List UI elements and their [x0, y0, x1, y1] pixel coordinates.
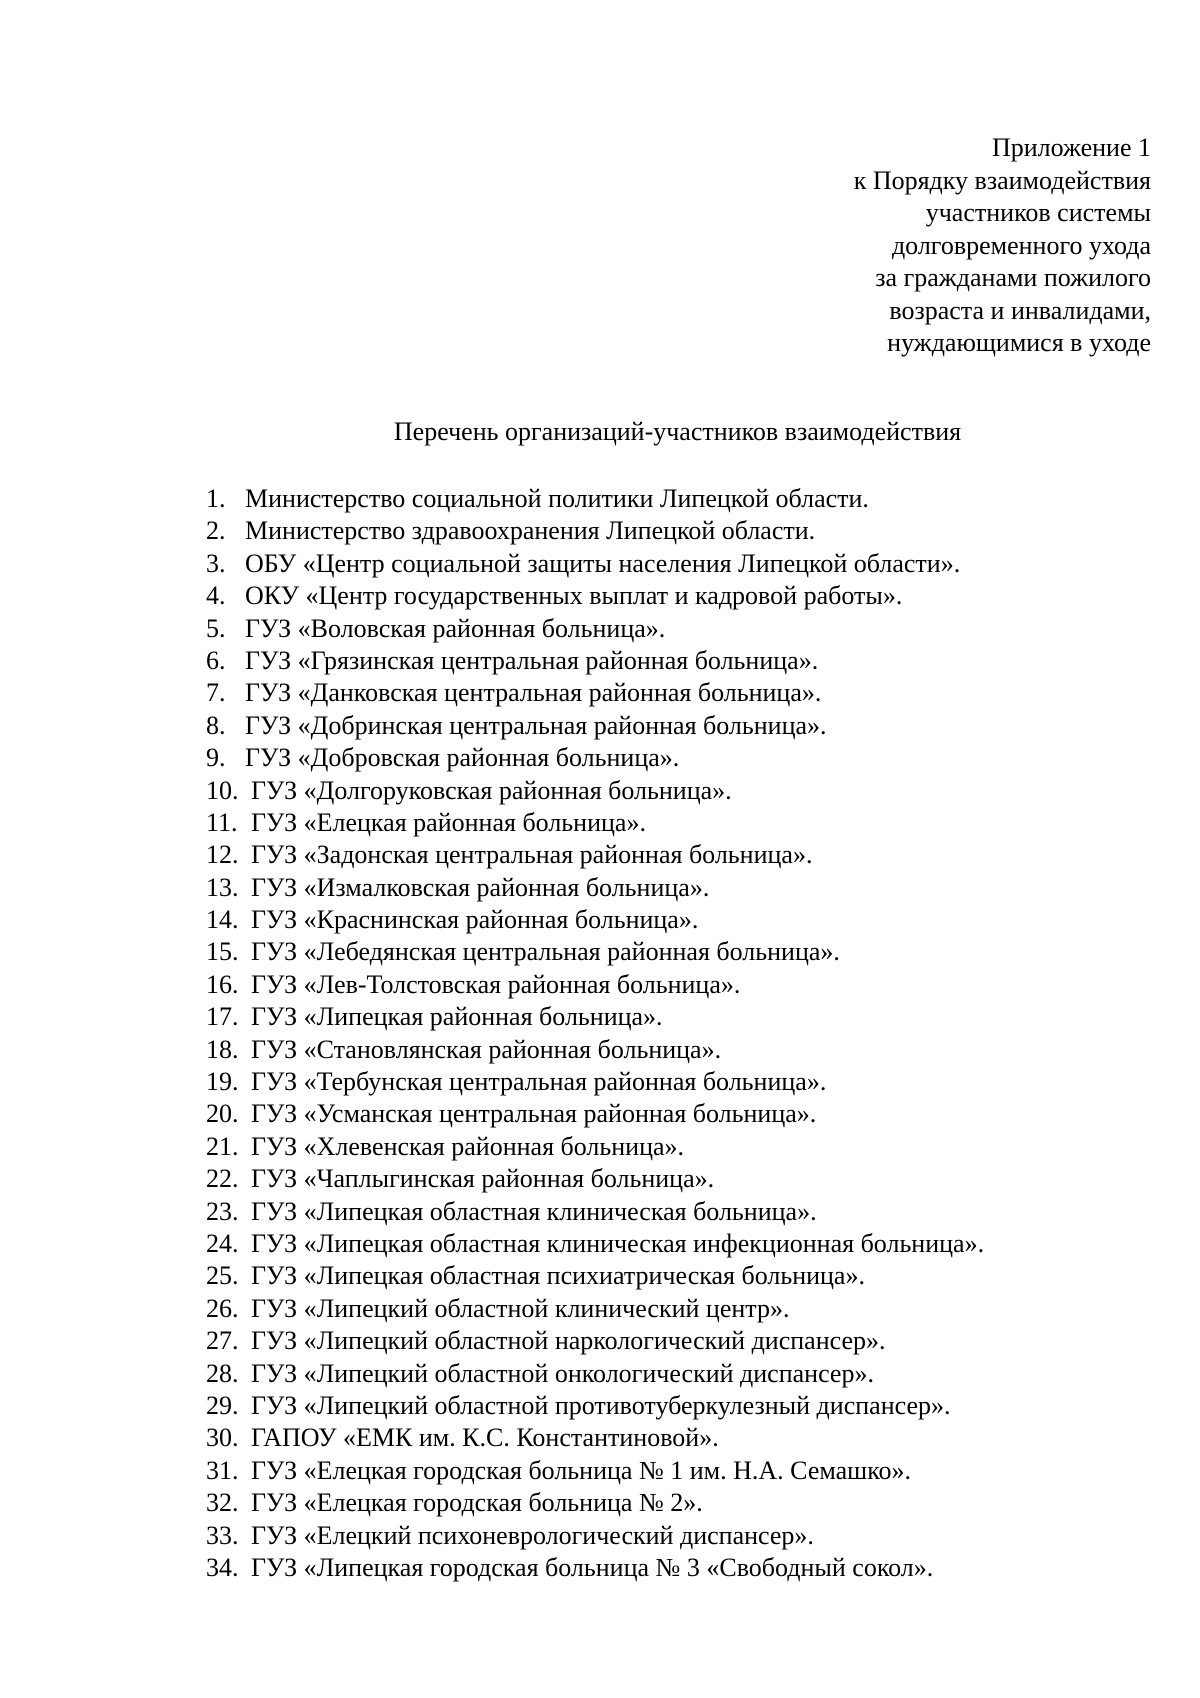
list-item-number: 34.: [206, 1552, 239, 1582]
list-item: [206, 807, 984, 839]
list-item: [206, 742, 984, 774]
list-item: [206, 1228, 984, 1260]
list-item-number: 11.: [206, 807, 238, 837]
list-item-number: 22.: [206, 1164, 239, 1194]
list-item-number: 16.: [206, 969, 239, 999]
list-item-text: ГУЗ «Липецкая областная клиническая инфекционная больница».: [251, 1228, 985, 1258]
list-item-text: ГУЗ «Добринская центральная районная больница».: [245, 710, 827, 740]
list-item-number: 4.: [206, 581, 226, 611]
list-item: [206, 1098, 984, 1130]
list-item-text: ГУЗ «Липецкая областная психиатрическая больница».: [251, 1261, 865, 1291]
list-item: [206, 548, 984, 580]
list-item-text: ГУЗ «Долгоруковская районная больница».: [251, 775, 732, 805]
list-item-text: ГУЗ «Грязинская центральная районная больница».: [245, 645, 819, 675]
list-item-number: 9.: [206, 743, 226, 773]
list-item-number: 26.: [206, 1293, 239, 1323]
list-item: [206, 1422, 984, 1454]
list-item: [206, 775, 984, 807]
list-item-number: 5.: [206, 613, 226, 643]
list-item-text: ГУЗ «Елецкий психоневрологический диспансер».: [251, 1520, 814, 1550]
list-item-text: ГУЗ «Усманская центральная районная больница».: [251, 1099, 817, 1129]
list-item-number: 30.: [206, 1423, 239, 1453]
appendix-line: к Порядку взаимодействия: [853, 165, 1151, 195]
list-item: [206, 1293, 984, 1325]
list-item: [206, 645, 984, 677]
list-item-text: ГУЗ «Становлянская районная больница».: [251, 1034, 722, 1064]
list-item-number: 18.: [206, 1034, 239, 1064]
list-item: [206, 839, 984, 871]
list-item-number: 1.: [206, 484, 226, 513]
list-item-text: ГУЗ «Липецкий областной клинический центр».: [251, 1293, 790, 1323]
list-item-text: ГУЗ «Лебедянская центральная районная больница».: [251, 937, 840, 967]
list-item-text: ГУЗ «Липецкий областной онкологический диспансер».: [251, 1358, 874, 1388]
appendix-line: нуждающимися в уходе: [887, 328, 1151, 357]
list-item: [206, 1034, 984, 1066]
list-item: [206, 1520, 984, 1552]
list-item: [206, 1196, 984, 1228]
list-item-text: ОБУ «Центр социальной защиты населения Липецкой области».: [245, 548, 961, 578]
appendix-line: за гражданами пожилого: [875, 263, 1151, 292]
list-item-number: 32.: [206, 1488, 239, 1518]
list-item-number: 21.: [206, 1131, 239, 1161]
list-item: [206, 1163, 984, 1195]
list-item-number: 27.: [206, 1326, 239, 1356]
list-item: [206, 1390, 984, 1422]
list-item-number: 20.: [206, 1099, 239, 1129]
list-item-text: ГУЗ «Тербунская центральная районная больница».: [251, 1067, 827, 1097]
list-item-number: 2.: [206, 516, 226, 546]
list-item: [206, 1358, 984, 1390]
list-item: [206, 1552, 984, 1584]
list-item-number: 13.: [206, 872, 239, 902]
list-item-number: 17.: [206, 1002, 239, 1032]
list-item-text: ГУЗ «Лев-Толстовская районная больница».: [251, 969, 741, 999]
appendix-line: долговременного ухода: [891, 230, 1151, 260]
organization-list: [206, 483, 984, 1584]
list-item-number: 10.: [206, 775, 239, 805]
list-item: [206, 872, 984, 904]
list-item-text: ГАПОУ «ЕМК им. К.С. Константиновой».: [251, 1423, 719, 1453]
list-item-text: ГУЗ «Данковская центральная районная больница».: [245, 678, 822, 708]
list-item-text: ГУЗ «Липецкая районная больница».: [251, 1002, 663, 1032]
list-item-number: 6.: [206, 645, 226, 675]
list-item-number: 28.: [206, 1358, 239, 1388]
list-item-number: 3.: [206, 548, 226, 578]
list-item-number: 14.: [206, 905, 239, 935]
list-item-text: ГУЗ «Задонская центральная районная больница».: [251, 840, 813, 870]
list-item-number: 31.: [206, 1455, 239, 1485]
list-item: [206, 1325, 984, 1357]
list-item-number: 25.: [206, 1261, 239, 1291]
list-item-number: 23.: [206, 1196, 239, 1226]
list-item: [206, 1260, 984, 1292]
list-item: [206, 515, 984, 547]
list-item-number: 15.: [206, 937, 239, 967]
list-item-text: ГУЗ «Измалковская районная больница».: [251, 872, 710, 902]
list-item: [206, 969, 984, 1001]
list-item-text: ГУЗ «Липецкая городская больница № 3 «Свободный сокол».: [251, 1552, 934, 1582]
list-item: [206, 904, 984, 936]
list-item-number: 19.: [206, 1067, 239, 1097]
list-item: [206, 1487, 984, 1519]
list-item-text: ГУЗ «Елецкая городская больница № 2».: [251, 1488, 703, 1518]
list-item-number: 33.: [206, 1520, 239, 1550]
list-item-text: ГУЗ «Воловская районная больница».: [245, 613, 666, 643]
appendix-line: возраста и инвалидами,: [889, 295, 1151, 325]
appendix-line: участников системы: [925, 198, 1151, 227]
list-item-text: ГУЗ «Елецкая городская больница № 1 им. Н.А. Семашко».: [251, 1455, 912, 1485]
list-item: [206, 580, 984, 612]
list-item-text: ГУЗ «Чаплыгинская районная больница».: [251, 1164, 715, 1194]
appendix-header: [854, 132, 1151, 360]
list-item-number: 29.: [206, 1390, 239, 1420]
list-item-text: Министерство социальной политики Липецкой области.: [245, 484, 869, 513]
list-item: [206, 677, 984, 709]
list-item: [206, 613, 984, 645]
list-item: [206, 1455, 984, 1487]
document-title: Перечень организаций-участников взаимодействия: [393, 417, 962, 446]
list-item-text: Министерство здравоохранения Липецкой области.: [245, 516, 816, 546]
list-item-text: ГУЗ «Добровская районная больница».: [245, 743, 680, 773]
list-item-number: 7.: [206, 678, 226, 708]
list-item-text: ГУЗ «Липецкая областная клиническая больница».: [251, 1196, 817, 1226]
list-item-text: ГУЗ «Елецкая районная больница».: [251, 807, 646, 837]
list-item-number: 24.: [206, 1228, 239, 1258]
list-item: [206, 1066, 984, 1098]
list-item: [206, 936, 984, 968]
list-item-text: ОКУ «Центр государственных выплат и кадровой работы».: [245, 581, 903, 611]
list-item: [206, 1131, 984, 1163]
list-item: [206, 483, 984, 515]
list-item-number: 12.: [206, 840, 239, 870]
list-item-text: ГУЗ «Краснинская районная больница».: [251, 905, 699, 935]
appendix-line: Приложение 1: [991, 133, 1151, 162]
list-item-text: ГУЗ «Хлевенская районная больница».: [251, 1131, 685, 1161]
list-item: [206, 1001, 984, 1033]
list-item-text: ГУЗ «Липецкий областной противотуберкулезный диспансер».: [251, 1390, 951, 1420]
list-item-text: ГУЗ «Липецкий областной наркологический диспансер».: [251, 1326, 886, 1356]
list-item-number: 8.: [206, 710, 226, 740]
list-item: [206, 710, 984, 742]
